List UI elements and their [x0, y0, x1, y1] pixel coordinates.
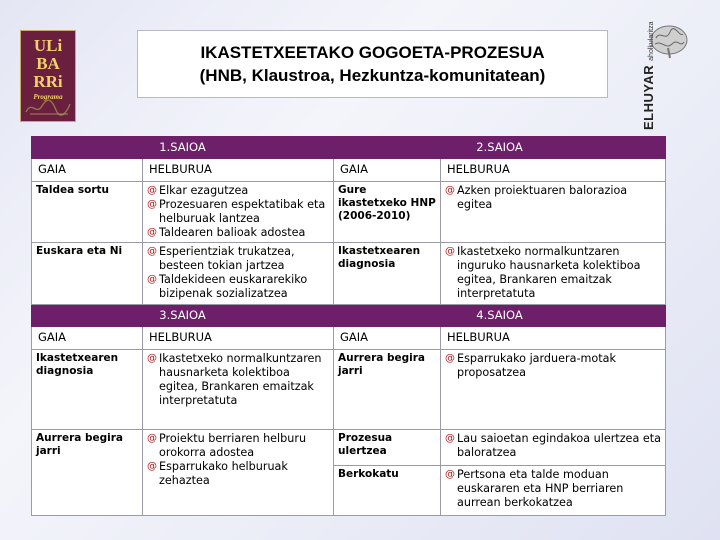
- topic-cell: Ikastetxearen diagnosia: [334, 243, 441, 305]
- col-header-gaia: GAIA: [334, 159, 441, 182]
- bullet-icon: @: [147, 433, 157, 444]
- goal-item: [147, 460, 329, 488]
- goal-text: Pertsona eta talde moduan euskararen eta HNP berriaren aurrean berkokatzea: [457, 468, 624, 509]
- column-header-row: [32, 327, 666, 350]
- session-4-header: 4.SAIOA: [334, 305, 666, 327]
- topic-cell: Taldea sortu: [32, 182, 143, 243]
- goal-text: Esparrukako jarduera-motak proposatzea: [457, 352, 616, 379]
- goal-text: Taldearen balioak adostea: [159, 226, 306, 239]
- table-row: [32, 350, 666, 430]
- bullet-icon: @: [445, 246, 455, 257]
- goal-text: Prozesuaren espektatibak eta helburuak lantzea: [159, 198, 326, 225]
- goal-cell: [441, 243, 666, 305]
- col-header-gaia: GAIA: [334, 327, 441, 350]
- session-3-header: 3.SAIOA: [32, 305, 334, 327]
- topic-cell: Prozesua ulertzea: [334, 430, 441, 466]
- bullet-icon: @: [147, 274, 157, 285]
- topic-cell: Aurrera begira jarri: [334, 350, 441, 430]
- goal-item: [147, 273, 329, 301]
- goal-item: [445, 352, 661, 380]
- goal-item: [445, 184, 661, 212]
- goal-item: [147, 184, 329, 198]
- goal-item: [147, 352, 329, 408]
- bullet-icon: @: [147, 185, 157, 196]
- logo-letter: B: [36, 54, 48, 73]
- table-row: [32, 430, 666, 466]
- elhuyar-logo: [638, 12, 698, 130]
- goal-text: Lau saioetan egindakoa ulertzea eta baloratzea: [457, 432, 661, 459]
- goal-item: [445, 432, 661, 460]
- goal-cell: [143, 243, 334, 305]
- table-row: [32, 182, 666, 243]
- col-header-helburua: HELBURUA: [143, 327, 334, 350]
- bullet-icon: @: [147, 246, 157, 257]
- goal-text: Esperientziak trukatzea, besteen tokian jartzea: [159, 245, 295, 272]
- goal-text: Ikastetxeko normalkuntzaren inguruko hausnarketa kolektiboa egitea, Brankaren emaitzak interpretatuta: [457, 245, 641, 300]
- topic-cell: Ikastetxearen diagnosia: [32, 350, 143, 430]
- goal-item: [147, 432, 329, 460]
- bullet-icon: @: [147, 353, 157, 364]
- bullet-icon: @: [147, 199, 157, 210]
- page-title: [137, 30, 608, 98]
- title-line-1: IKASTETXEETAKO GOGOETA-PROZESUA: [200, 43, 545, 62]
- goal-text: Taldekideen euskararekiko bizipenak sozializatzea: [159, 273, 308, 300]
- col-header-helburua: HELBURUA: [441, 159, 666, 182]
- session-2-header: 2.SAIOA: [334, 137, 666, 159]
- goal-text: Ikastetxeko normalkuntzaren hausnarketa kolektiboa egitea, Brankaren emaitzak interpretatuta: [159, 352, 322, 407]
- bullet-icon: @: [445, 469, 455, 480]
- topic-cell: Berkokatu: [334, 466, 441, 516]
- goal-cell: [441, 350, 666, 430]
- logo-letter: U: [33, 36, 47, 55]
- goal-text: Azken proiektuaren balorazioa egitea: [457, 184, 628, 211]
- goal-text: Elkar ezagutzea: [159, 184, 249, 197]
- elhuyar-name: ELHUYAR: [641, 64, 656, 130]
- session-1-header: 1.SAIOA: [32, 137, 334, 159]
- column-header-row: [32, 159, 666, 182]
- goal-item: [445, 468, 661, 510]
- goal-cell: [143, 182, 334, 243]
- col-header-helburua: HELBURUA: [441, 327, 666, 350]
- bullet-icon: @: [445, 353, 455, 364]
- goal-cell: [441, 182, 666, 243]
- goal-item: [445, 245, 661, 301]
- goal-cell: [441, 466, 666, 516]
- col-header-gaia: GAIA: [32, 327, 143, 350]
- elhuyar-wordmark: [640, 22, 658, 130]
- logo-subtitle: Programa: [33, 93, 63, 101]
- goal-text: Esparrukako helburuak zehaztea: [159, 460, 288, 487]
- table-row: [32, 243, 666, 305]
- col-header-helburua: HELBURUA: [143, 159, 334, 182]
- goal-item: [147, 198, 329, 226]
- logo-letter: R: [33, 72, 46, 91]
- session-header-row: [32, 137, 666, 159]
- signature-graphic: [22, 96, 74, 118]
- topic-cell: Aurrera begira jarri: [32, 430, 143, 516]
- goal-item: [147, 245, 329, 273]
- goal-cell: [441, 430, 666, 466]
- goal-item: [147, 226, 329, 240]
- logo-letter: A: [47, 54, 60, 73]
- goal-cell: [143, 350, 334, 430]
- goal-cell: [143, 430, 334, 516]
- bullet-icon: @: [147, 461, 157, 472]
- sessions-table: [31, 136, 666, 516]
- session-header-row: [32, 305, 666, 327]
- elhuyar-tagline: aholkularitza: [648, 21, 655, 61]
- bullet-icon: @: [445, 185, 455, 196]
- topic-cell: Gure ikastetxeko HNP (2006-2010): [334, 182, 441, 243]
- bullet-icon: @: [147, 227, 157, 238]
- logo-letter: Ri: [45, 72, 63, 91]
- col-header-gaia: GAIA: [32, 159, 143, 182]
- topic-cell: Euskara eta Ni: [32, 243, 143, 305]
- title-line-2: (HNB, Klaustroa, Hezkuntza-komunitatean): [199, 66, 546, 85]
- logo-letter: Li: [46, 36, 63, 55]
- goal-text: Proiektu berriaren helburu orokorra adostea: [159, 432, 307, 459]
- bullet-icon: @: [445, 433, 455, 444]
